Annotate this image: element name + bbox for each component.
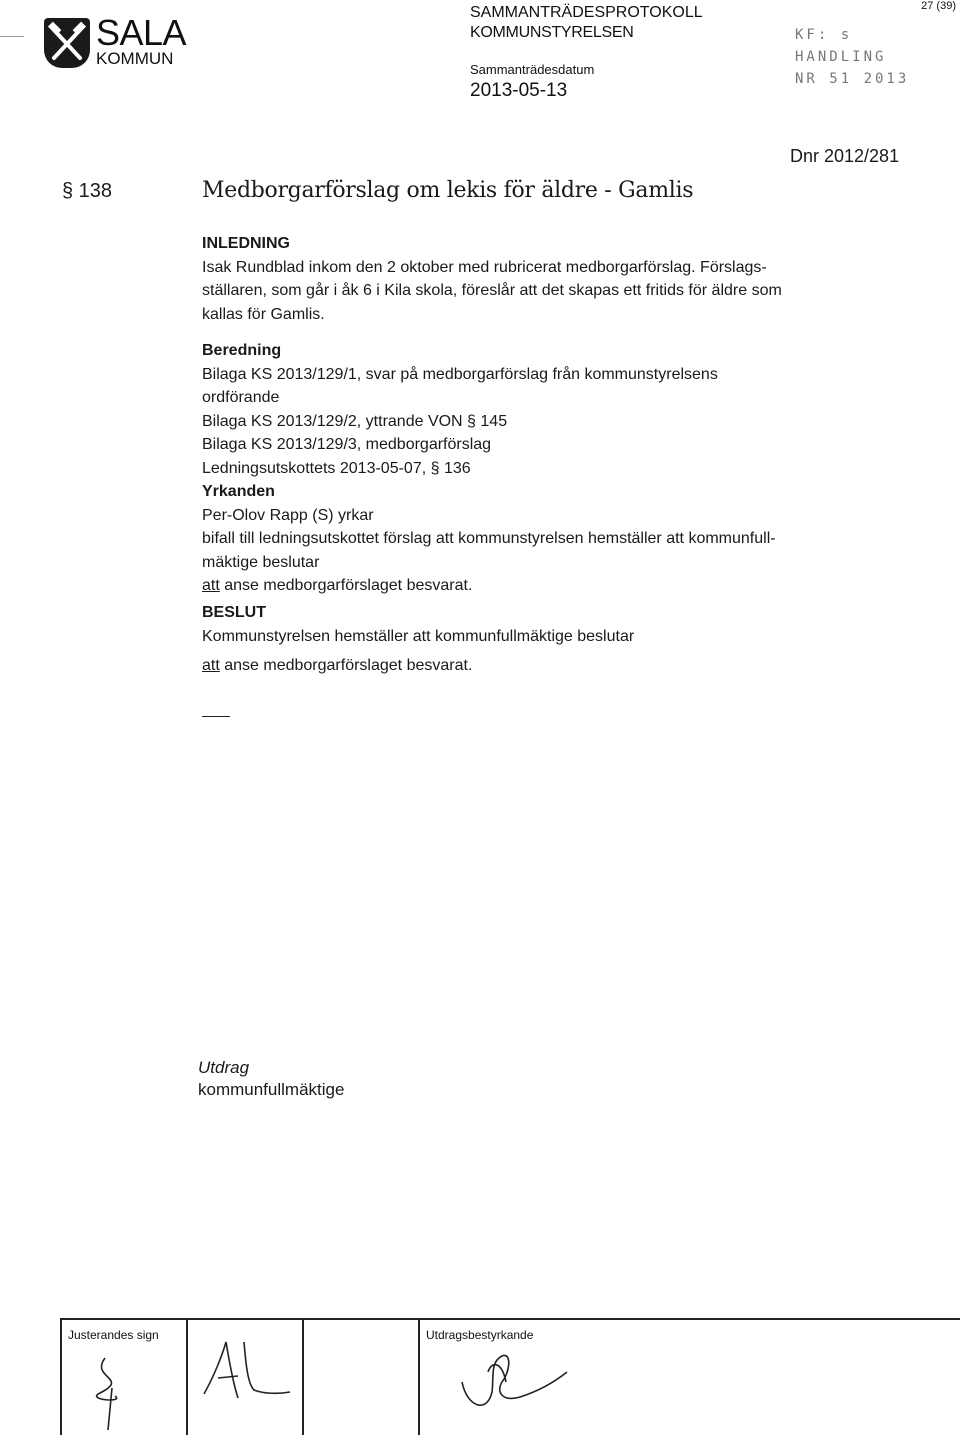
table-divider: [418, 1318, 420, 1435]
att-rest: anse medborgarförslaget besvarat.: [219, 657, 473, 674]
table-divider: [186, 1318, 188, 1435]
crossed-hammers-icon: [44, 18, 90, 68]
beslut-heading: BESLUT: [202, 604, 266, 621]
page-number: 27 (39): [921, 0, 956, 12]
beredning-block: [202, 339, 902, 480]
beredning-heading: Beredning: [202, 342, 282, 359]
stamp-line-1: KF: s: [795, 27, 853, 43]
yrkanden-line: Per-Olov Rapp (S) yrkar: [202, 506, 374, 524]
inledning-line: Isak Rundblad inkom den 2 oktober med rubricerat medborgarförslag. Förslags-: [202, 258, 767, 276]
table-divider: [302, 1318, 304, 1435]
beslut-line: Kommunstyrelsen hemställer att kommunfullmäktige beslutar: [202, 627, 635, 645]
att-rest: anse medborgarförslaget besvarat.: [219, 577, 473, 594]
inledning-block: [202, 232, 902, 326]
extract-recipient: kommunfullmäktige: [198, 1080, 345, 1099]
beredning-line: Bilaga KS 2013/129/3, medborgarförslag: [202, 436, 492, 453]
end-dash: [202, 716, 230, 717]
beredning-line: ordförande: [202, 389, 280, 406]
logo-name: SALA: [96, 12, 187, 53]
section-number: § 138: [62, 180, 113, 202]
signature-table: [60, 1318, 960, 1435]
beslut-att-line: [202, 654, 902, 678]
section-title: Medborgarförslag om lekis för äldre - Gamlis: [202, 178, 694, 203]
yrkanden-block: [202, 480, 902, 598]
handwritten-signature-3: [432, 1342, 572, 1432]
beredning-line: Bilaga KS 2013/129/1, svar på medborgarförslag från kommunstyrelsens: [202, 365, 718, 383]
corner-rule: [0, 36, 24, 37]
handwritten-signature-1: [70, 1348, 170, 1433]
table-left-rule: [60, 1318, 62, 1435]
yrkanden-line: bifall till ledningsutskottet förslag att kommunstyrelsen hemställer att kommunfull-: [202, 530, 776, 547]
yrkanden-heading: Yrkanden: [202, 483, 275, 500]
document-type: SAMMANTRÄDESPROTOKOLL: [470, 4, 703, 21]
yrkanden-att-line: [202, 574, 902, 598]
beslut-block: [202, 601, 902, 678]
board-name: KOMMUNSTYRELSEN: [470, 24, 634, 41]
utdragsbestyrkande-label: Utdragsbestyrkande: [426, 1328, 534, 1342]
beredning-line: Bilaga KS 2013/129/2, yttrande VON § 145: [202, 412, 508, 430]
registration-stamp: [795, 24, 909, 90]
att-word: att: [202, 657, 220, 674]
stamp-line-2: HANDLING: [795, 49, 887, 65]
inledning-line: ställaren, som går i åk 6 i Kila skola, föreslår att det skapas ett fritids för äldre som: [202, 282, 782, 299]
stamp-line-3: NR 51 2013: [795, 71, 910, 87]
table-top-rule: [60, 1318, 960, 1320]
logo-subtitle: KOMMUN: [96, 49, 174, 68]
extract-label: Utdrag: [198, 1058, 250, 1077]
meeting-date-label: Sammanträdesdatum: [470, 62, 595, 77]
handwritten-signature-2: [194, 1336, 298, 1416]
inledning-line: kallas för Gamlis.: [202, 305, 325, 323]
meeting-date: 2013-05-13: [470, 80, 568, 101]
diary-number: Dnr 2012/281: [790, 146, 900, 166]
inledning-heading: INLEDNING: [202, 235, 290, 252]
coat-of-arms-logo: [44, 18, 90, 68]
yrkanden-line: mäktige beslutar: [202, 553, 320, 571]
justerandes-sign-label: Justerandes sign: [68, 1328, 159, 1342]
att-word: att: [202, 577, 220, 594]
beredning-line: Ledningsutskottets 2013-05-07, § 136: [202, 459, 471, 477]
